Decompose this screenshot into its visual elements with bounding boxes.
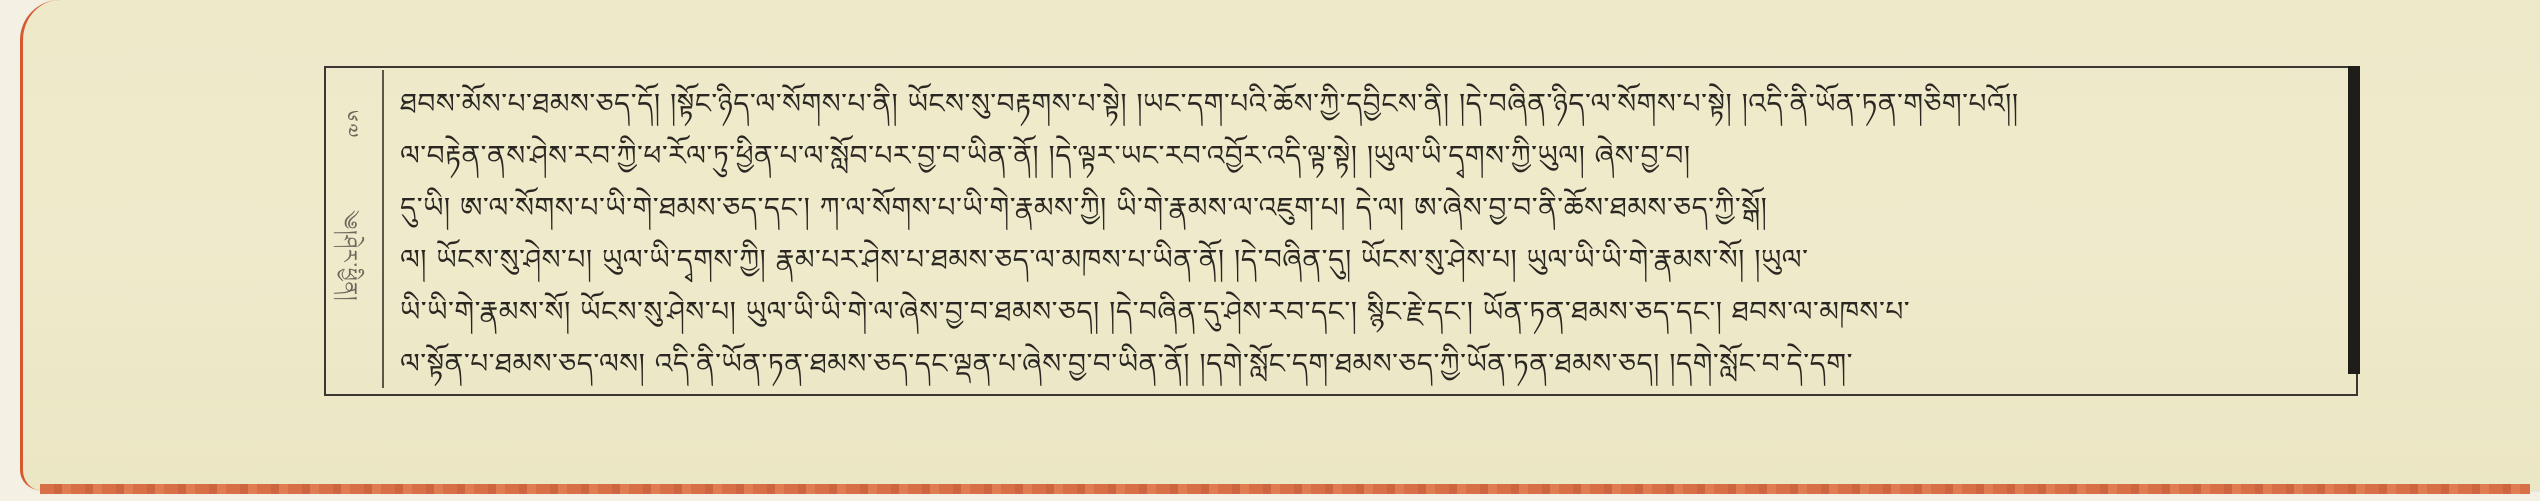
- text-line: དུ་ཡི། ཨ་ལ་སོགས་པ་ཡི་གེ་ཐམས་ཅད་དང་། ཀ་ལ་སོགས་པ་ཡི་གེ་རྣམས་ཀྱི། ཡི་གེ་རྣམས་ལ་འཇུག་པ། དེ་ལ། ཨ་ཞེས་བྱ་བ་ནི་ཆོས་ཐམས་ཅད་ཀྱི་སྒོ།: [400, 191, 1768, 224]
- text-line: ཡི་ཡི་གེ་རྣམས་སོ། ཡོངས་སུ་ཤེས་པ། ཡུལ་ཡི་ཡི་གེ་ལ་ཞེས་བྱ་བ་ཐམས་ཅད། །དེ་བཞིན་དུ་ཤེས་རབ་དང་། སྙིང་རྗེ་དང་། ཡོན་ཏན་ཐམས་ཅད་དང་། ཐབས་ལ་མཁས་པ་: [400, 295, 1911, 328]
- text-line: ལ་བརྟེན་ནས་ཤེས་རབ་ཀྱི་ཕ་རོལ་ཏུ་ཕྱིན་པ་ལ་སློབ་པར་བྱ་བ་ཡིན་ནོ། །དེ་ལྟར་ཡང་རབ་འབྱོར་འདི་ལྟ་སྟེ། །ཡུལ་ཡི་དྭགས་ཀྱི་ཡུལ། ཞེས་བྱ་བ།: [400, 139, 1691, 172]
- text-block: [400, 78, 2340, 390]
- text-line: ལ། ཡོངས་སུ་ཤེས་པ། ཡུལ་ཡི་དྭགས་ཀྱི། རྣམ་པར་ཤེས་པ་ཐམས་ཅད་ལ་མཁས་པ་ཡིན་ནོ། །དེ་བཞིན་དུ། ཡོངས་སུ་ཤེས་པ། ཡུལ་ཡི་ཡི་གེ་རྣམས་སོ། །ཡུལ་: [400, 243, 1809, 276]
- text-line: ཐབས་མོས་པ་ཐམས་ཅད་དོ། །སྟོང་ཉིད་ལ་སོགས་པ་ནི། ཡོངས་སུ་བརྟགས་པ་སྟེ། །ཡང་དག་པའི་ཆོས་ཀྱི་དབྱིངས་ནི། །དེ་བཞིན་ཉིད་ལ་སོགས་པ་སྟེ། །འདི་ནི་ཡོན་ཏན་གཅིག་པའོ།།: [400, 87, 2019, 120]
- margin-title: ༄།ཤེར་ཕྱིན།: [338, 210, 362, 302]
- folio-red-edge: [40, 484, 2530, 494]
- frame-right-border: [2348, 66, 2360, 374]
- folio-number: ༦༧: [337, 110, 362, 140]
- text-line: ལ་སྟོན་པ་ཐམས་ཅད་ལས། འདི་ནི་ཡོན་ཏན་ཐམས་ཅད་དང་ལྡན་པ་ཞེས་བྱ་བ་ཡིན་ནོ། །དགེ་སློང་དག་ཐམས་ཅད་ཀྱི་ཡོན་ཏན་ཐམས་ཅད། །དགེ་སློང་བ་དེ་དག་: [400, 347, 1853, 380]
